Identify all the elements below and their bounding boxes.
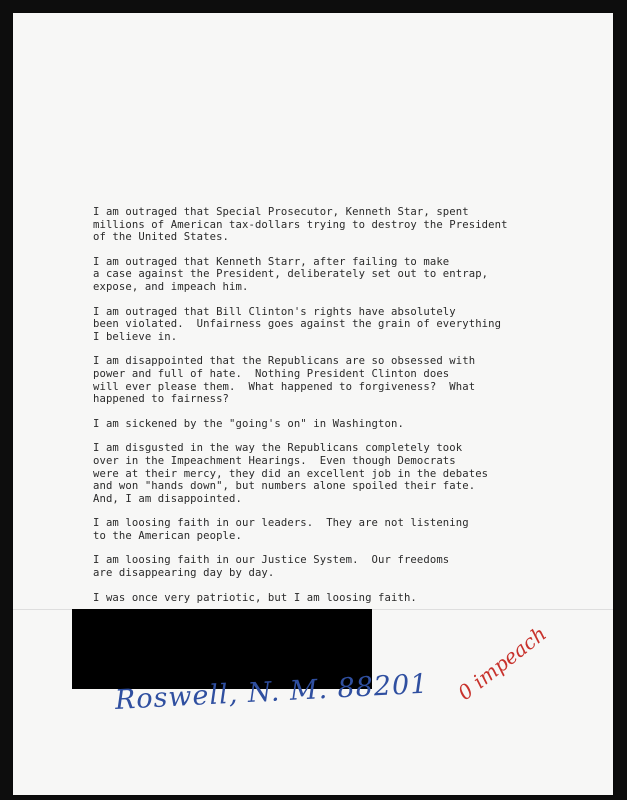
handwritten-address: Roswell, N. M. 88201 [114,668,430,716]
paragraph-6: I am disgusted in the way the Republicans completely took over in the Impeachment Hearings. Even though Democrats were at their mercy, they did an excellent job in the debates and won "hands down", but numbers alone spoiled their fate. And, I am disappointed. [93,442,489,505]
letter-page [13,13,613,795]
paragraph-7: I am loosing faith in our leaders. They are not listening to the American people. [93,517,469,542]
paragraph-9: I was once very patriotic, but I am loosing faith. [93,591,417,604]
paragraph-2: I am outraged that Kenneth Starr, after failing to make a case against the President, deliberately set out to entrap, expose, and impeach him. [93,255,489,293]
paragraph-4: I am disappointed that the Republicans are so obsessed with power and full of hate. Nothing President Clinton does will ever please them. What happened to forgiveness? What happened to fairness? [93,355,476,406]
paragraph-5: I am sickened by the "going's on" in Washington. [93,417,404,430]
paragraph-8: I am loosing faith in our Justice System. Our freedoms are disappearing day by day. [93,554,450,580]
paragraph-1: I am outraged that Special Prosecutor, Kenneth Star, spent millions of American tax-dollars trying to destroy the President of the United States. [93,206,508,244]
letter-body [93,206,563,616]
paragraph-3: I am outraged that Bill Clinton's rights have absolutely been violated. Unfairness goes against the grain of everything I believe in. [93,305,502,343]
handwritten-note: 0 impeach [453,621,551,705]
